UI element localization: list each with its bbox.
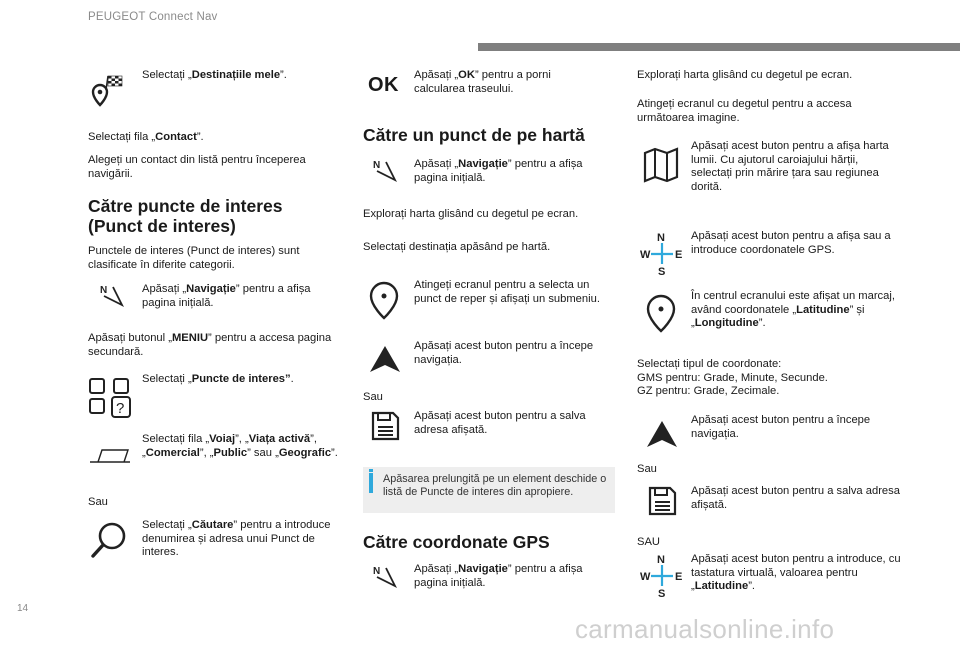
poi-category-icon	[88, 375, 130, 417]
world-map-text: Apăsați acest buton pentru a afișa harta lumii. Cu ajutorul caroiajului hărții, selectați prin mărire țara sau regiunea dorită.	[691, 140, 889, 193]
info-icon-dot	[369, 469, 373, 472]
map-pin-icon	[368, 281, 400, 321]
coordinate-type: Selectați tipul de coordonate: GMS pentru: Grade, Minute, Secunde. GZ pentru: Grade, Zecimale.	[637, 358, 828, 398]
latitude-entry-text: Apăsați acest buton pentru a introduce, cu tastatura virtuală, valoarea pentru „Latitudine”.	[691, 553, 901, 593]
save-icon	[370, 410, 400, 442]
svg-text:S: S	[658, 266, 666, 278]
navigation-arrow-icon	[100, 283, 124, 307]
press-ok: Apăsați „OK” pentru a porni calcularea traseului.	[414, 69, 551, 95]
watermark: carmanualsonline.info	[575, 614, 835, 644]
tab-bar-icon	[88, 446, 132, 466]
select-poi: Selectați „Puncte de interes”.	[142, 373, 294, 385]
svg-text:N: N	[373, 160, 381, 171]
header-bar	[478, 43, 960, 51]
world-map-icon	[643, 147, 679, 183]
svg-text:N: N	[373, 566, 381, 577]
info-icon	[369, 473, 373, 493]
navigation-arrow-icon	[373, 158, 397, 182]
gps-compass-icon	[639, 553, 685, 599]
map-pin-icon	[645, 294, 677, 334]
svg-text:E: E	[675, 571, 683, 583]
explore-map-2: Explorați harta glisând cu degetul pe ecran.	[637, 69, 853, 81]
start-navigation-text: Apăsați acest buton pentru a începe navigația.	[414, 340, 594, 366]
ok-icon: OK	[368, 74, 399, 96]
or-text: Sau	[363, 391, 383, 403]
search-icon	[88, 520, 130, 562]
header-title: PEUGEOT Connect Nav	[88, 11, 218, 23]
select-contact-tab: Selectați fila „Contact”.	[88, 131, 204, 143]
gps-button-text: Apăsați acest buton pentru a afișa sau a introduce coordonatele GPS.	[691, 230, 891, 256]
select-category-tab: Selectați fila „Voiaj”, „Viața activă”, „Comercial”, „Public” sau „Geografic”.	[142, 433, 338, 459]
start-navigation-icon	[368, 344, 402, 374]
select-search: Selectați „Căutare” pentru a introduce denumirea și adresa unui Punct de interes.	[142, 519, 331, 559]
svg-text:N: N	[100, 285, 108, 296]
start-navigation-icon	[645, 419, 679, 449]
poi-heading: Către puncte de interes (Punct de interes)	[88, 196, 283, 236]
destination-flag-icon	[88, 74, 128, 110]
or-uppercase-text: SAU	[637, 536, 661, 548]
info-note-text: Apăsarea prelungită pe un element deschide o listă de Puncte de interes din apropiere.	[383, 473, 607, 499]
gps-compass-icon	[639, 231, 685, 277]
explore-map: Explorați harta glisând cu degetul pe ecran.	[363, 208, 579, 220]
or-text: Sau	[637, 463, 657, 475]
svg-text:S: S	[658, 588, 666, 600]
press-navigation: Apăsați „Navigație” pentru a afișa pagina inițială.	[142, 283, 311, 309]
svg-text:W: W	[640, 249, 651, 261]
page-number: 14	[17, 603, 29, 614]
press-menu: Apăsați butonul „MENIU” pentru a accesa pagina secundară.	[88, 332, 332, 358]
touch-screen-text: Atingeți ecranul pentru a selecta un punct de reper și afișați un submeniu.	[414, 279, 600, 305]
map-point-heading: Către un punct de pe hartă	[363, 125, 585, 145]
svg-text:N: N	[657, 554, 665, 566]
press-navigation-map: Apăsați „Navigație” pentru a afișa pagina inițială.	[414, 158, 583, 184]
choose-contact-text: Alegeți un contact din listă pentru începerea navigării.	[88, 154, 306, 180]
save-icon	[647, 485, 677, 517]
touch-access-text: Atingeți ecranul cu degetul pentru a accesa următoarea imagine.	[637, 98, 852, 124]
start-navigation-text-2: Apăsați acest buton pentru a începe navigația.	[691, 414, 871, 440]
gps-heading: Către coordonate GPS	[363, 532, 550, 552]
poi-intro: Punctele de interes (Punct de interes) sunt clasificate în diferite categorii.	[88, 245, 300, 271]
press-navigation-gps: Apăsați „Navigație” pentru a afișa pagina inițială.	[414, 563, 583, 589]
svg-text:E: E	[675, 249, 683, 261]
center-marker-text: În centrul ecranului este afișat un marcaj, având coordonatele „Latitudine” și „Longitudine”.	[691, 290, 895, 330]
navigation-arrow-icon	[373, 564, 397, 588]
svg-text:N: N	[657, 232, 665, 244]
select-destination-map: Selectați destinația apăsând pe hartă.	[363, 241, 551, 253]
svg-text:W: W	[640, 571, 651, 583]
select-my-destinations: Selectați „Destinațiile mele”.	[142, 69, 287, 81]
or-text: Sau	[88, 496, 108, 508]
svg-text:?: ?	[116, 400, 125, 417]
save-address-text-2: Apăsați acest buton pentru a salva adresa afișată.	[691, 485, 900, 511]
save-address-text: Apăsați acest buton pentru a salva adresa afișată.	[414, 410, 586, 436]
